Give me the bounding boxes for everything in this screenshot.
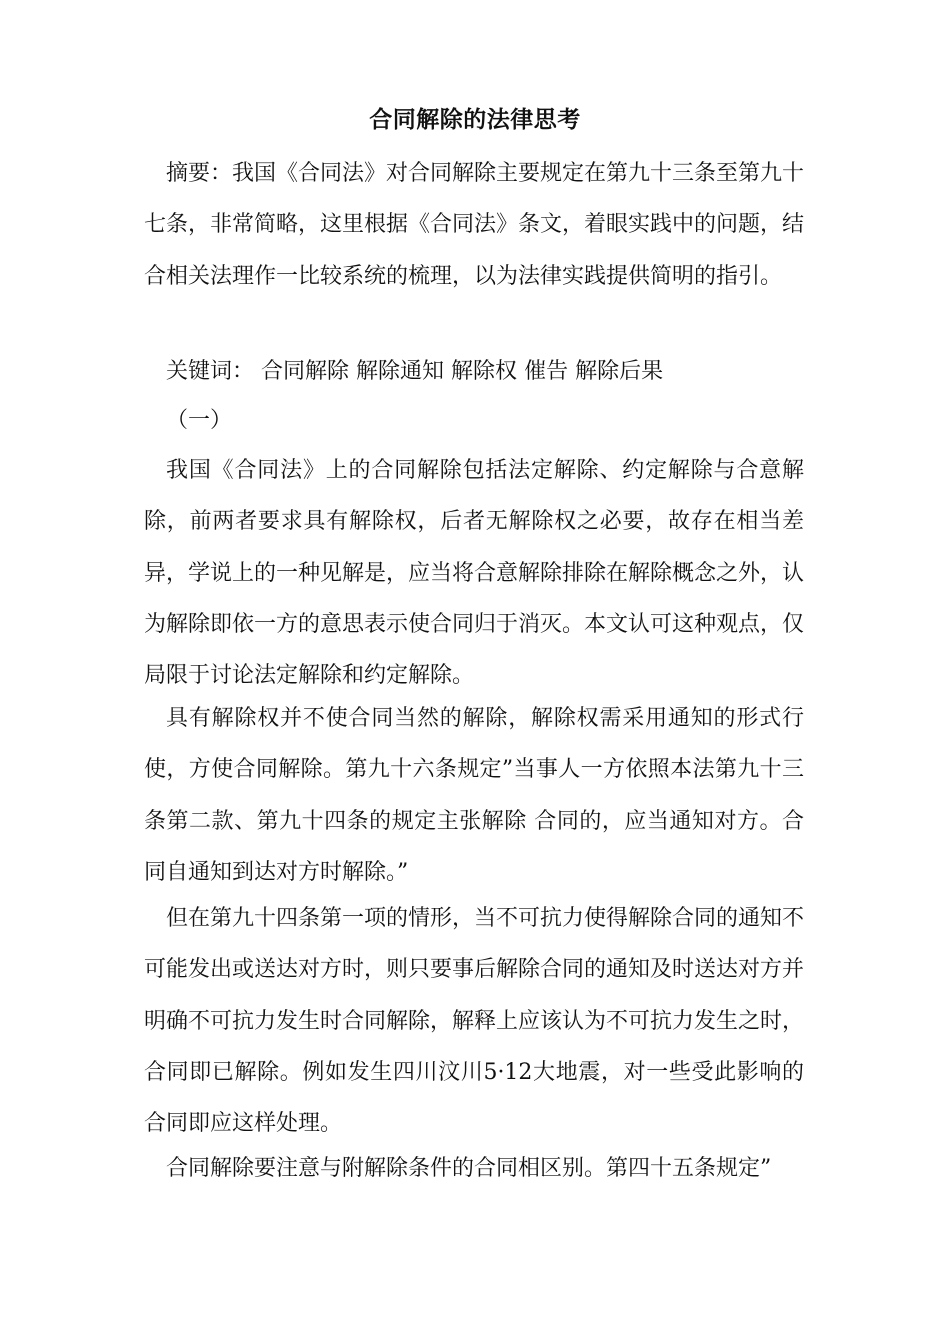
keyword-item: 合同解除 — [261, 359, 350, 384]
body-paragraph: 我国《合同法》上的合同解除包括法定解除、约定解除与合意解除，前两者要求具有解除权，后者无解除权之必要，故存在相当差异，学说上的一种见解是，应当将合意解除排除在解除概念之外，认为解除即依一方的意思表示使合同归于消灭。本文认可这种观点，仅局限于讨论法定解除和约定解除。 — [144, 458, 805, 689]
paragraph-block-1 — [144, 445, 804, 701]
keywords-block — [144, 346, 804, 397]
body-paragraph: 具有解除权并不使合同当然的解除，解除权需采用通知的形式行使，方使合同解除。第九十六条规定”当事人一方依照本法第九十三条第二款、第九十四条的规定主张解除 合同的，应当通知对方。合同自通知到达对方时解除。” — [144, 706, 804, 885]
keyword-item: 催告 — [524, 359, 569, 384]
paragraph-block-2 — [144, 693, 804, 898]
keyword-item: 解除权 — [451, 359, 518, 384]
keywords-label: 关键词： — [166, 359, 255, 384]
section-heading: （一） — [166, 408, 233, 433]
keyword-item: 解除通知 — [356, 359, 445, 384]
paragraph-block-4 — [144, 1143, 804, 1194]
keyword-item: 解除后果 — [575, 359, 664, 384]
abstract-paragraph: 摘要：我国《合同法》对合同解除主要规定在第九十三条至第九十七条，非常简略，这里根据《合同法》条文，着眼实践中的问题，结合相关法理作一比较系统的梳理，以为法律实践提供简明的指引。 — [144, 161, 805, 289]
paragraph-block-3 — [144, 893, 804, 1149]
document-title: 合同解除的法律思考 — [369, 106, 581, 133]
body-paragraph: 但在第九十四条第一项的情形，当不可抗力使得解除合同的通知不可能发出或送达对方时，则只要事后解除合同的通知及时送达对方并明确不可抗力发生时合同解除，解释上应该认为不可抗力发生之时，合同即已解除。例如发生四川汶川5·12大地震，对一些受此影响的合同即应这样处理。 — [144, 906, 805, 1137]
section-heading-block — [144, 395, 804, 446]
body-paragraph: 合同解除要注意与附解除条件的合同相区别。第四十五条规定” — [166, 1156, 772, 1181]
abstract-block — [144, 148, 804, 302]
keywords-line — [144, 346, 804, 397]
